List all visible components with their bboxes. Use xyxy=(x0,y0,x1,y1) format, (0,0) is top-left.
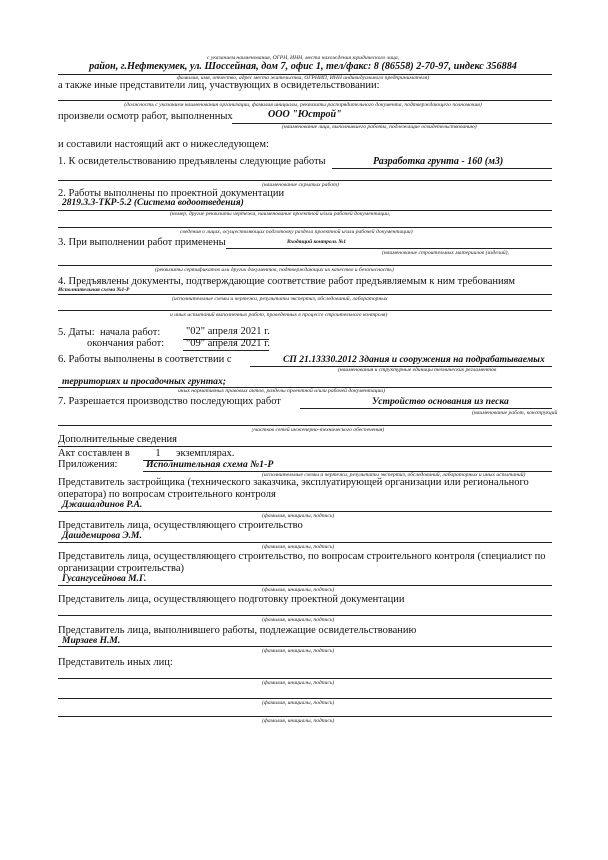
start-date-label: начала работ: xyxy=(100,327,161,338)
attachments-value: Исполнительная схема №1-Р xyxy=(146,459,274,470)
compiled-text: и составили настоящий акт о нижеследующем: xyxy=(58,139,269,150)
inspection-contractor: ООО "Юстрой" xyxy=(268,109,342,120)
item6-caption2: иных нормативных правовых актов, разделы проектной и/или рабочей документации) xyxy=(178,388,385,394)
signature-line-customer xyxy=(58,511,552,512)
signature-title-customer-1: Представитель застройщика (технического заказчика, эксплуатирующей организации или регионального xyxy=(58,477,529,488)
end-date-label: окончания работ: xyxy=(87,338,165,349)
signature-title-performer: Представитель лица, выполнившего работы, подлежащие освидетельствованию xyxy=(58,625,417,636)
item6-label: 6. Работы выполнены в соответствии с xyxy=(58,354,232,365)
item7-value: Устройство основания из песка xyxy=(372,396,509,407)
item1-underline xyxy=(332,168,552,169)
item7-line2 xyxy=(58,425,552,426)
signature-caption-others-3: (фамилия, инициалы, подпись) xyxy=(262,718,335,724)
signature-caption-others-1: (фамилия, инициалы, подпись) xyxy=(262,680,335,686)
item2-label: 2. Работы выполнены по проектной документации xyxy=(58,188,285,199)
additional-info-label: Дополнительные сведения xyxy=(58,434,178,445)
item4-caption1: (исполнительные схемы и чертежи, результаты экспертиз, обследований, лабораторных xyxy=(172,296,388,302)
signature-name-control: Гусангусейнова М.Г. xyxy=(62,574,147,584)
item1-caption: (наименование скрытых работ) xyxy=(262,182,339,188)
item4-line2 xyxy=(58,310,552,311)
item6-value2: территориях и просадочных грунтах; xyxy=(62,376,226,387)
signature-title-control-2: организации строительства) xyxy=(58,563,184,574)
item4-label: 4. Предъявлены документы, подтверждающие соответствие работ предъявляемым к ним требованиям xyxy=(58,276,516,287)
inspection-label: произвели осмотр работ, выполненных xyxy=(58,111,233,122)
caption-individual: фамилия, имя, отчество, адрес места жительства, ОГРНИП, ИНН индивидуального предпринимателя) xyxy=(176,75,430,81)
start-date-value: "02" апреля 2021 г. xyxy=(186,326,270,337)
caption-reps: (должность с указанием наименования организации, фамилия инициалы, реквизиты распорядительного документа, подтверждающего полномочия) xyxy=(124,102,482,108)
attachments-caption: (исполнительные схемы и чертежи, результаты экспертиз, обследований, лабораторных и иных испытаний) xyxy=(262,472,526,478)
item4-caption2: и иных испытаний выполненных работ, проведенных в процессе строительного контроля) xyxy=(170,312,388,318)
signature-name-customer: Джашалдинов Р.А. xyxy=(62,500,143,510)
item7-caption2: участков сетей инженерно-технического обеспечения) xyxy=(252,427,385,433)
signature-caption-customer: (фамилия, инициалы, подпись) xyxy=(262,513,335,519)
item5-label: 5. Даты: xyxy=(58,327,95,338)
signature-line-others-3 xyxy=(58,716,552,717)
signature-title-others: Представитель иных лиц: xyxy=(58,657,173,668)
item3-caption2: (реквизиты сертификатов или других документов, подтверждающих их качество и безопасность) xyxy=(155,267,394,273)
item2-line2 xyxy=(58,227,552,228)
copies-label: Акт составлен в xyxy=(58,448,130,459)
reps-line xyxy=(58,100,552,101)
end-date-value: "09" апреля 2021 г. xyxy=(186,338,270,349)
signature-caption-control: (фамилия, инициалы, подпись) xyxy=(262,587,335,593)
item2-caption2: сведения о лицах, осуществляющих подготовку раздела проектной и/или рабочей документации) xyxy=(180,229,413,235)
signature-name-performer: Мирзаев Н.М. xyxy=(62,636,121,646)
end-date-underline xyxy=(183,350,269,351)
item1-value: Разработка грунта - 160 (м3) xyxy=(373,156,504,167)
item4-underline xyxy=(58,294,552,295)
item4-value: Исполнительная схема №1-Р xyxy=(58,287,130,293)
item7-label: 7. Разрешается производство последующих работ xyxy=(58,396,281,407)
item6-caption1: (наименования и структурные единицы технических регламентов xyxy=(338,367,497,373)
item3-underline xyxy=(226,248,552,249)
item2-value: 2819.3.3-ТКР-5.2 (Система водоотведения) xyxy=(62,198,244,208)
inspection-caption: (наименование лица, выполнившего работы, подлежащие освидетельствованию) xyxy=(282,124,477,130)
signature-caption-performer: (фамилия, инициалы, подпись) xyxy=(262,648,335,654)
signature-title-control-1: Представитель лица, осуществляющего строительство, по вопросам строительного контроля (специалист по xyxy=(58,551,546,562)
item6-value1: СП 21.13330.2012 Здания и сооружения на подрабатываемых xyxy=(283,354,545,365)
signature-line-others-2 xyxy=(58,698,552,699)
signature-line-designer xyxy=(58,615,552,616)
signature-title-designer: Представитель лица, осуществляющего подготовку проектной документации xyxy=(58,594,405,605)
contractor-address: район, г.Нефтекумек, ул. Шоссейная, дом 7, офис 1, тел/факс: 8 (86558) 2-70-97, индекс 356884 xyxy=(89,61,517,72)
signature-name-builder: Дашдемирова Э.М. xyxy=(62,531,142,541)
item3-value: Входящий контроль №1 xyxy=(287,239,347,245)
item7-underline xyxy=(300,408,552,409)
item2-caption1: (номер, другие реквизиты чертежа, наименование проектной и/или рабочей документации, xyxy=(170,211,391,217)
item3-line2 xyxy=(58,265,552,266)
item3-caption1: (наименование строительных материалов (изделий), xyxy=(382,250,509,256)
item3-label: 3. При выполнении работ применены xyxy=(58,237,226,248)
signature-caption-designer: (фамилия, инициалы, подпись) xyxy=(262,617,335,623)
signature-line-performer xyxy=(58,646,552,647)
copies-value: 1 xyxy=(155,448,161,459)
additional-line xyxy=(58,446,552,447)
signature-caption-builder: (фамилия, инициалы, подпись) xyxy=(262,544,335,550)
copies-suffix: экземплярах. xyxy=(176,448,235,459)
item7-caption1: (наименование работ, конструкций xyxy=(472,410,558,416)
attachments-label: Приложения: xyxy=(58,459,118,470)
signature-line-control xyxy=(58,585,552,586)
signature-title-customer-2: оператора) по вопросам строительного контроля xyxy=(58,489,276,500)
item1-label: 1. К освидетельствованию предъявлены следующие работы xyxy=(58,156,326,167)
caption-legal-entity: с указанием наименования, ОГРН, ИНН, места нахождения юридического лица, xyxy=(206,55,400,61)
also-representatives: а также иные представители лиц, участвующих в освидетельствовании: xyxy=(58,80,380,91)
item1-line2 xyxy=(58,180,552,181)
signature-line-builder xyxy=(58,542,552,543)
signature-title-builder: Представитель лица, осуществляющего строительство xyxy=(58,520,303,531)
signature-line-others-1 xyxy=(58,678,552,679)
signature-caption-others-2: (фамилия, инициалы, подпись) xyxy=(262,700,335,706)
